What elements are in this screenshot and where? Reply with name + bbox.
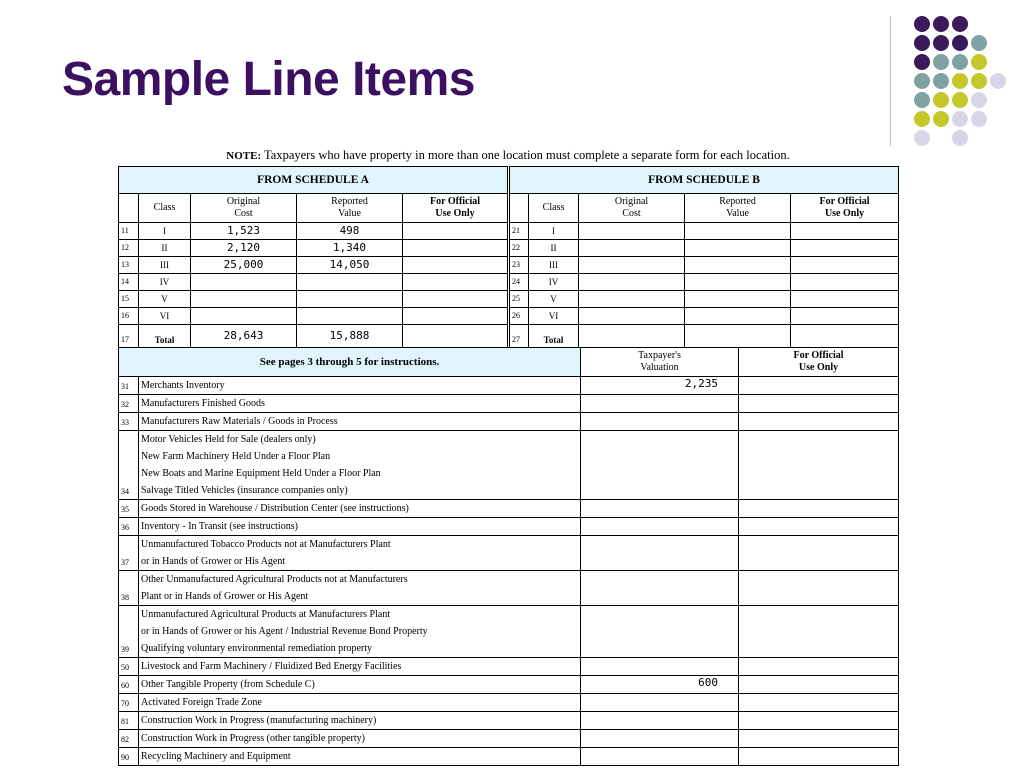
line-text: Other Unmanufactured Agricultural Products not at Manufacturers: [141, 574, 408, 585]
form-note: [118, 144, 898, 166]
decorative-dot: [914, 92, 930, 108]
original-cost-cell[interactable]: [579, 223, 685, 240]
line-text: New Boats and Marine Equipment Held Under a Floor Plan: [141, 468, 381, 479]
decorative-dot: [952, 130, 968, 146]
list-item: [119, 500, 899, 518]
valuation-input[interactable]: [581, 536, 739, 571]
line-text: Manufacturers Raw Materials / Goods in Process: [141, 416, 338, 427]
official-use-cell[interactable]: [739, 500, 899, 518]
official-use-cell[interactable]: [791, 308, 899, 325]
col-reported-value-b: Reported Value: [685, 194, 791, 223]
line-number: 37: [119, 536, 139, 571]
reported-value-cell[interactable]: [685, 308, 791, 325]
decorative-dot: [952, 16, 968, 32]
list-item: [119, 571, 899, 606]
official-use-cell[interactable]: [739, 748, 899, 766]
valuation-input[interactable]: [581, 658, 739, 676]
line-number: 34: [119, 431, 139, 500]
schedule-row: [119, 308, 899, 325]
line-text: Unmanufactured Agricultural Products at Manufacturers Plant: [141, 609, 391, 620]
decorative-dot: [952, 54, 968, 70]
class-cell: III: [139, 257, 191, 274]
reported-value-cell: 498: [297, 223, 403, 240]
row-number: 12: [119, 240, 139, 257]
line-description: [139, 571, 581, 606]
decorative-dot: [933, 111, 949, 127]
line-description: [139, 658, 581, 676]
official-use-cell[interactable]: [739, 431, 899, 500]
official-use-cell[interactable]: [739, 571, 899, 606]
schedule-row: [119, 223, 899, 240]
decorative-dot: [971, 54, 987, 70]
line-description: [139, 694, 581, 712]
list-item: [119, 748, 899, 766]
list-item: [119, 694, 899, 712]
line-number: 31: [119, 377, 139, 395]
row-number: 24: [509, 274, 529, 291]
official-use-cell[interactable]: [739, 536, 899, 571]
schedule-row: [119, 274, 899, 291]
valuation-input[interactable]: [581, 694, 739, 712]
line-description: [139, 712, 581, 730]
reported-value-cell: [297, 308, 403, 325]
class-cell: V: [139, 291, 191, 308]
line-text: Construction Work in Progress (manufacturing machinery): [141, 715, 377, 726]
line-text: Livestock and Farm Machinery / Fluidized Bed Energy Facilities: [141, 661, 402, 672]
original-cost-cell: 2,120: [191, 240, 297, 257]
divider-line: [890, 16, 891, 146]
reported-value-cell[interactable]: [685, 291, 791, 308]
line-text: Inventory - In Transit (see instructions): [141, 521, 298, 532]
decorative-dot: [952, 73, 968, 89]
valuation-input[interactable]: 600: [581, 676, 739, 694]
decorative-dot: [914, 111, 930, 127]
decorative-dot: [914, 73, 930, 89]
official-use-cell[interactable]: [739, 395, 899, 413]
tax-form: [118, 144, 898, 762]
decorative-dot: [933, 54, 949, 70]
official-use-cell[interactable]: [791, 240, 899, 257]
original-cost-cell[interactable]: [579, 240, 685, 257]
list-item: [119, 377, 899, 395]
reported-value-cell: 1,340: [297, 240, 403, 257]
line-number: 90: [119, 748, 139, 766]
row-number: 15: [119, 291, 139, 308]
line-number: 70: [119, 694, 139, 712]
col-original-cost-a: Original Cost: [191, 194, 297, 223]
decorative-dot: [952, 92, 968, 108]
official-use-cell[interactable]: [739, 694, 899, 712]
line-description: [139, 536, 581, 571]
line-description: [139, 606, 581, 658]
line-text: or in Hands of Grower or His Agent: [141, 556, 286, 567]
valuation-input[interactable]: [581, 518, 739, 536]
official-use-cell[interactable]: [739, 676, 899, 694]
list-item: [119, 518, 899, 536]
decorative-dot: [952, 35, 968, 51]
note-label: NOTE:: [226, 150, 262, 162]
original-cost-cell: [191, 274, 297, 291]
schedule-row: [119, 291, 899, 308]
class-cell: IV: [139, 274, 191, 291]
line-text: Unmanufactured Tobacco Products not at Manufacturers Plant: [141, 539, 391, 550]
line-text: Merchants Inventory: [141, 380, 225, 391]
original-cost-cell[interactable]: [579, 257, 685, 274]
list-item: [119, 395, 899, 413]
list-item: [119, 658, 899, 676]
schedule-row: [119, 325, 899, 348]
official-use-cell[interactable]: [403, 240, 509, 257]
valuation-input[interactable]: [581, 413, 739, 431]
decorative-dot: [914, 54, 930, 70]
decorative-dot: [952, 111, 968, 127]
reported-value-cell: 15,888: [297, 325, 403, 348]
list-item: [119, 730, 899, 748]
col-class-a: Class: [139, 194, 191, 223]
list-item: [119, 536, 899, 571]
reported-value-cell[interactable]: [685, 325, 791, 348]
class-cell: IV: [529, 274, 579, 291]
line-number: 35: [119, 500, 139, 518]
line-text: or in Hands of Grower or his Agent / Industrial Revenue Bond Property: [141, 626, 428, 637]
row-number: 16: [119, 308, 139, 325]
valuation-input[interactable]: [581, 730, 739, 748]
line-description: [139, 518, 581, 536]
list-item: [119, 413, 899, 431]
line-text: New Farm Machinery Held Under a Floor Plan: [141, 451, 331, 462]
official-use-cell[interactable]: [739, 658, 899, 676]
reported-value-cell: [297, 274, 403, 291]
line-description: [139, 730, 581, 748]
note-text: Taxpayers who have property in more than one location must complete a separate form for each location.: [261, 148, 790, 162]
row-number: 13: [119, 257, 139, 274]
official-use-cell[interactable]: [791, 274, 899, 291]
page-title: Sample Line Items: [62, 53, 475, 106]
list-item: [119, 431, 899, 500]
decorative-dot: [933, 92, 949, 108]
official-use-cell[interactable]: [739, 606, 899, 658]
row-number: 22: [509, 240, 529, 257]
schedule-table: [118, 166, 899, 348]
line-description: [139, 395, 581, 413]
line-number: 36: [119, 518, 139, 536]
valuation-input[interactable]: [581, 431, 739, 500]
row-number: 27: [509, 325, 529, 348]
decorative-dot: [914, 16, 930, 32]
official-use-cell[interactable]: [403, 291, 509, 308]
decorative-dot: [914, 35, 930, 51]
official-use-cell[interactable]: [739, 518, 899, 536]
reported-value-cell[interactable]: [685, 257, 791, 274]
original-cost-cell: [191, 291, 297, 308]
col-taxpayer-valuation: Taxpayer's Valuation: [581, 348, 739, 377]
line-number: 81: [119, 712, 139, 730]
decorative-dot: [971, 111, 987, 127]
decorative-dot: [990, 73, 1006, 89]
row-number: 21: [509, 223, 529, 240]
decorative-dot: [971, 35, 987, 51]
original-cost-cell: 1,523: [191, 223, 297, 240]
class-cell: I: [139, 223, 191, 240]
line-text: Other Tangible Property (from Schedule C): [141, 679, 315, 690]
valuation-input[interactable]: [581, 500, 739, 518]
original-cost-cell[interactable]: [579, 308, 685, 325]
list-item: [119, 606, 899, 658]
reported-value-cell[interactable]: [685, 240, 791, 257]
col-reported-value-a: Reported Value: [297, 194, 403, 223]
row-number: 26: [509, 308, 529, 325]
reported-value-cell[interactable]: [685, 223, 791, 240]
official-use-cell[interactable]: [403, 308, 509, 325]
official-use-cell[interactable]: [403, 325, 509, 348]
official-use-cell[interactable]: [403, 223, 509, 240]
row-number: 17: [119, 325, 139, 348]
reported-value-cell: [297, 291, 403, 308]
decorative-dot: [971, 92, 987, 108]
official-use-cell[interactable]: [791, 325, 899, 348]
decorative-dot: [933, 16, 949, 32]
decorative-dot: [933, 73, 949, 89]
valuation-input[interactable]: [581, 571, 739, 606]
valuation-input[interactable]: 2,235: [581, 377, 739, 395]
schedule-a-header: FROM SCHEDULE A: [119, 167, 509, 194]
class-cell: VI: [529, 308, 579, 325]
col-official-use: For Official Use Only: [739, 348, 899, 377]
line-text: Goods Stored in Warehouse / Distribution Center (see instructions): [141, 503, 409, 514]
official-use-cell[interactable]: [739, 712, 899, 730]
original-cost-cell[interactable]: [579, 274, 685, 291]
schedule-row: [119, 257, 899, 274]
official-use-cell[interactable]: [739, 413, 899, 431]
class-cell: III: [529, 257, 579, 274]
class-cell: VI: [139, 308, 191, 325]
line-number: 39: [119, 606, 139, 658]
original-cost-cell[interactable]: [579, 291, 685, 308]
line-items-table: [118, 347, 899, 766]
line-text: Qualifying voluntary environmental remediation property: [141, 643, 373, 654]
valuation-input[interactable]: [581, 606, 739, 658]
class-cell: Total: [139, 325, 191, 348]
valuation-input[interactable]: [581, 712, 739, 730]
line-number: 33: [119, 413, 139, 431]
official-use-cell[interactable]: [739, 377, 899, 395]
line-description: [139, 500, 581, 518]
row-number: 23: [509, 257, 529, 274]
original-cost-cell: 28,643: [191, 325, 297, 348]
line-number: 38: [119, 571, 139, 606]
official-use-cell[interactable]: [403, 257, 509, 274]
valuation-input[interactable]: [581, 395, 739, 413]
line-description: [139, 377, 581, 395]
row-number: 11: [119, 223, 139, 240]
class-cell: Total: [529, 325, 579, 348]
col-official-a: For Official Use Only: [403, 194, 509, 223]
original-cost-cell: [191, 308, 297, 325]
list-item: [119, 712, 899, 730]
official-use-cell[interactable]: [791, 291, 899, 308]
col-original-cost-b: Original Cost: [579, 194, 685, 223]
line-number: 82: [119, 730, 139, 748]
class-cell: II: [139, 240, 191, 257]
line-text: Manufacturers Finished Goods: [141, 398, 265, 409]
row-number: 25: [509, 291, 529, 308]
col-official-b: For Official Use Only: [791, 194, 899, 223]
line-text: Motor Vehicles Held for Sale (dealers only): [141, 434, 316, 445]
class-cell: II: [529, 240, 579, 257]
line-text: Salvage Titled Vehicles (insurance companies only): [141, 485, 348, 496]
original-cost-cell: 25,000: [191, 257, 297, 274]
schedule-b-header: FROM SCHEDULE B: [509, 167, 899, 194]
class-cell: V: [529, 291, 579, 308]
line-description: [139, 748, 581, 766]
class-cell: I: [529, 223, 579, 240]
reported-value-cell: 14,050: [297, 257, 403, 274]
schedule-row: [119, 240, 899, 257]
list-item: [119, 676, 899, 694]
line-text: Plant or in Hands of Grower or His Agent: [141, 591, 309, 602]
line-text: Activated Foreign Trade Zone: [141, 697, 262, 708]
decorative-dot: [933, 35, 949, 51]
line-description: [139, 431, 581, 500]
official-use-cell[interactable]: [403, 274, 509, 291]
line-number: 32: [119, 395, 139, 413]
line-number: 50: [119, 658, 139, 676]
line-description: [139, 676, 581, 694]
line-description: [139, 413, 581, 431]
original-cost-cell[interactable]: [579, 325, 685, 348]
official-use-cell[interactable]: [739, 730, 899, 748]
official-use-cell[interactable]: [791, 257, 899, 274]
official-use-cell[interactable]: [791, 223, 899, 240]
decorative-dot: [971, 73, 987, 89]
line-text: Recycling Machinery and Equipment: [141, 751, 291, 762]
reported-value-cell[interactable]: [685, 274, 791, 291]
instructions-note: See pages 3 through 5 for instructions.: [119, 348, 581, 377]
row-number: 14: [119, 274, 139, 291]
valuation-input[interactable]: [581, 748, 739, 766]
line-text: Construction Work in Progress (other tangible property): [141, 733, 365, 744]
line-number: 60: [119, 676, 139, 694]
col-class-b: Class: [529, 194, 579, 223]
decorative-dot: [914, 130, 930, 146]
